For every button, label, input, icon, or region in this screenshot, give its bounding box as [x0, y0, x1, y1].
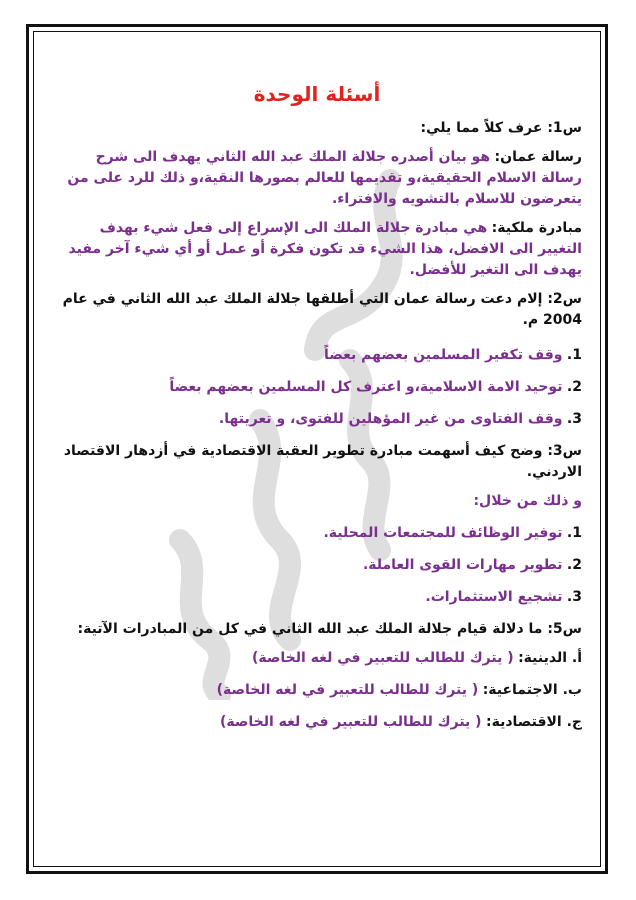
definition-royal-label: مبادرة ملكية:: [491, 220, 582, 236]
worksheet-content: [52, 82, 582, 744]
list-item: ب. الاجتماعية: ( يترك للطالب للتعبير في لغه الخاصة): [216, 682, 582, 698]
definition-amman-label: رسالة عمان:: [494, 149, 582, 165]
list-item: 2. تطوير مهارات القوى العاملة.: [362, 557, 582, 573]
list-item: 3. وقف الفتاوى من غير المؤهلين للفتوى، و تعريتها.: [218, 411, 582, 427]
question-3-intro: و ذلك من خلال:: [473, 493, 582, 509]
definition-royal-initiative: [52, 218, 582, 281]
definition-amman-text: هو بيان أصدره جلالة الملك عبد الله الثاني يهدف الى شرح رسالة الاسلام الحقيقية،و تقديمها للعالم بصورها النقية،و ذلك للرد على من يتعرضون للاسلام بالتشويه والافتراء.: [67, 149, 582, 207]
question-2-heading: س2: إلام دعت رسالة عمان التي أطلقها جلالة الملك عبد الله الثاني في عام 2004 م.: [62, 291, 582, 328]
question-3-heading: س3: وضح كيف أسهمت مبادرة تطوير العقبة الاقتصادية في أزدهار الاقتصاد الاردني.: [63, 443, 582, 480]
list-item: ج. الاقتصادية: ( يترك للطالب للتعبير في لغه الخاصة): [219, 714, 582, 730]
definition-royal-text: هي مبادرة جلالة الملك الى الإسراع إلى فعل شيء بهدف التغيير الى الافضل، هذا الشيء قد تكون فكرة أو عمل أو أي شيء آخر مفيد يهدف الى التغير للأفضل.: [68, 220, 582, 278]
definition-amman: [52, 147, 582, 210]
list-item: 2. توحيد الامة الاسلامية،و اعترف كل المسلمين بعضهم بعضاً: [169, 379, 582, 395]
list-item: 1. توفير الوظائف للمجتمعات المحلية.: [323, 525, 582, 541]
list-item: 3. تشجيع الاستثمارات.: [425, 589, 582, 605]
list-item: أ. الدينية: ( يترك للطالب للتعبير في لغه الخاصة): [252, 650, 582, 666]
list-item: 1. وقف تكفير المسلمين بعضهم بعضاً: [324, 347, 582, 363]
question-5-heading: س5: ما دلالة قيام جلالة الملك عبد الله الثاني في كل من المبادرات الآتية:: [77, 621, 582, 637]
question-1-heading: س1: عرف كلاً مما يلي:: [420, 120, 582, 136]
page-title: أسئلة الوحدة: [253, 82, 381, 106]
